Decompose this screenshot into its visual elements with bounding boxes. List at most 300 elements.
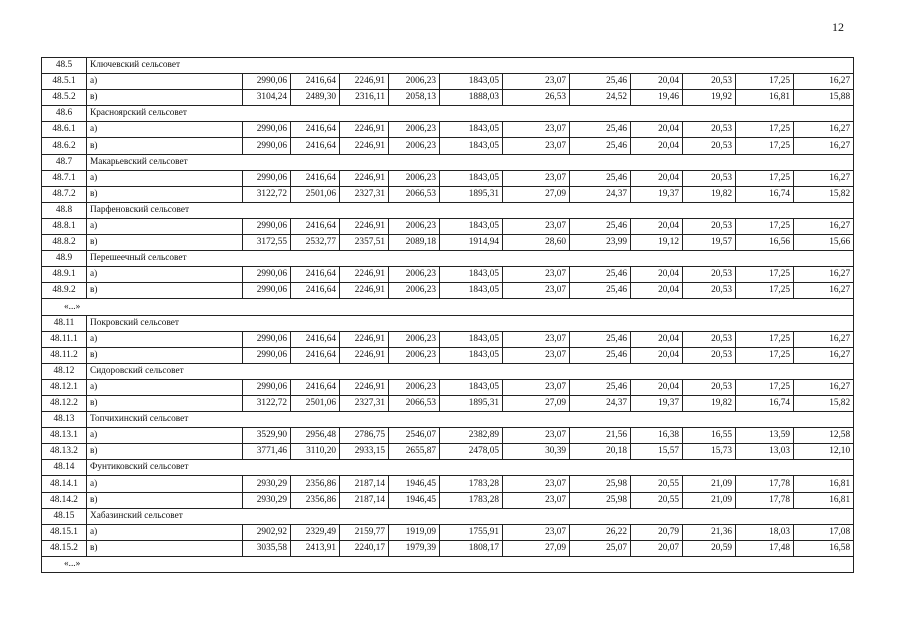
section-number: 48.8 [42,202,87,218]
value-cell: 17,78 [736,476,794,492]
value-cell: 17,78 [736,492,794,508]
value-cell: 16,81 [794,476,854,492]
table-row [42,379,854,395]
value-cell: 2357,51 [340,235,389,251]
table-row [42,235,854,251]
row-label: а) [87,122,243,138]
table-row [42,218,854,234]
value-cell: 1783,28 [440,492,503,508]
value-cell: 1895,31 [440,395,503,411]
value-cell: 25,07 [570,540,631,556]
value-cell: 20,04 [631,331,683,347]
section-number: 48.14 [42,460,87,476]
section-row [42,508,854,524]
value-cell: 2316,11 [340,90,389,106]
table-body [42,58,854,573]
value-cell: 2246,91 [340,283,389,299]
value-cell: 16,74 [736,186,794,202]
value-cell: 2246,91 [340,379,389,395]
value-cell: 3172,55 [243,235,291,251]
value-cell: 20,59 [683,540,736,556]
tariff-table [41,57,854,573]
row-label: а) [87,476,243,492]
value-cell: 23,07 [503,218,570,234]
table-row [42,74,854,90]
value-cell: 2501,06 [291,186,340,202]
value-cell: 16,27 [794,138,854,154]
table-row [42,138,854,154]
value-cell: 20,53 [683,347,736,363]
value-cell: 2532,77 [291,235,340,251]
table-row [42,524,854,540]
value-cell: 23,07 [503,283,570,299]
value-cell: 24,52 [570,90,631,106]
value-cell: 3122,72 [243,186,291,202]
value-cell: 1843,05 [440,170,503,186]
row-number: 48.12.2 [42,395,87,411]
value-cell: 26,22 [570,524,631,540]
value-cell: 20,04 [631,379,683,395]
value-cell: 27,09 [503,540,570,556]
value-cell: 16,27 [794,170,854,186]
value-cell: 17,25 [736,331,794,347]
section-row [42,202,854,218]
row-number: 48.5.1 [42,74,87,90]
row-number: 48.9.1 [42,267,87,283]
value-cell: 1843,05 [440,122,503,138]
row-label: а) [87,524,243,540]
row-label: в) [87,138,243,154]
value-cell: 19,12 [631,235,683,251]
section-number: 48.6 [42,106,87,122]
value-cell: 2416,64 [291,74,340,90]
value-cell: 16,56 [736,235,794,251]
row-number: 48.14.1 [42,476,87,492]
row-number: 48.9.2 [42,283,87,299]
value-cell: 19,37 [631,186,683,202]
value-cell: 2416,64 [291,138,340,154]
section-row [42,315,854,331]
value-cell: 20,53 [683,218,736,234]
omission-marker: «...» [42,299,854,315]
section-row [42,412,854,428]
value-cell: 2006,23 [389,170,440,186]
value-cell: 12,10 [794,444,854,460]
row-number: 48.6.1 [42,122,87,138]
value-cell: 1843,05 [440,267,503,283]
value-cell: 2006,23 [389,122,440,138]
section-name: Красноярский сельсовет [87,106,854,122]
value-cell: 20,07 [631,540,683,556]
row-label: а) [87,170,243,186]
value-cell: 2956,48 [291,428,340,444]
value-cell: 16,81 [794,492,854,508]
value-cell: 2416,64 [291,122,340,138]
value-cell: 2489,30 [291,90,340,106]
row-number: 48.6.2 [42,138,87,154]
value-cell: 1946,45 [389,492,440,508]
value-cell: 16,55 [683,428,736,444]
row-label: в) [87,186,243,202]
value-cell: 25,98 [570,492,631,508]
value-cell: 2990,06 [243,379,291,395]
value-cell: 20,04 [631,347,683,363]
table-row [42,90,854,106]
section-name: Фунтиковский сельсовет [87,460,854,476]
value-cell: 23,07 [503,428,570,444]
value-cell: 2006,23 [389,331,440,347]
value-cell: 2933,15 [340,444,389,460]
row-number: 48.12.1 [42,379,87,395]
value-cell: 3122,72 [243,395,291,411]
section-number: 48.5 [42,58,87,74]
value-cell: 23,07 [503,74,570,90]
value-cell: 2066,53 [389,186,440,202]
section-name: Покровский сельсовет [87,315,854,331]
value-cell: 2655,87 [389,444,440,460]
section-number: 48.15 [42,508,87,524]
value-cell: 23,07 [503,347,570,363]
value-cell: 15,82 [794,395,854,411]
value-cell: 2246,91 [340,267,389,283]
row-label: в) [87,492,243,508]
value-cell: 19,82 [683,186,736,202]
section-number: 48.13 [42,412,87,428]
value-cell: 2990,06 [243,267,291,283]
value-cell: 2416,64 [291,267,340,283]
value-cell: 25,46 [570,379,631,395]
table-row [42,492,854,508]
value-cell: 25,46 [570,283,631,299]
value-cell: 2327,31 [340,395,389,411]
value-cell: 2058,13 [389,90,440,106]
value-cell: 2240,17 [340,540,389,556]
value-cell: 2930,29 [243,476,291,492]
value-cell: 2902,92 [243,524,291,540]
section-name: Хабазинский сельсовет [87,508,854,524]
value-cell: 20,53 [683,331,736,347]
value-cell: 2246,91 [340,74,389,90]
value-cell: 17,25 [736,347,794,363]
value-cell: 28,60 [503,235,570,251]
row-number: 48.8.2 [42,235,87,251]
value-cell: 1843,05 [440,347,503,363]
value-cell: 2416,64 [291,331,340,347]
value-cell: 25,46 [570,138,631,154]
row-number: 48.11.2 [42,347,87,363]
value-cell: 1783,28 [440,476,503,492]
value-cell: 2356,86 [291,476,340,492]
value-cell: 16,27 [794,347,854,363]
value-cell: 23,07 [503,138,570,154]
value-cell: 24,37 [570,186,631,202]
section-row [42,154,854,170]
value-cell: 20,04 [631,218,683,234]
value-cell: 2066,53 [389,395,440,411]
row-label: а) [87,267,243,283]
value-cell: 20,53 [683,379,736,395]
value-cell: 16,27 [794,331,854,347]
value-cell: 12,58 [794,428,854,444]
value-cell: 2246,91 [340,122,389,138]
value-cell: 2990,06 [243,218,291,234]
value-cell: 17,25 [736,267,794,283]
value-cell: 2327,31 [340,186,389,202]
value-cell: 3771,46 [243,444,291,460]
value-cell: 24,37 [570,395,631,411]
value-cell: 25,46 [570,347,631,363]
value-cell: 19,82 [683,395,736,411]
value-cell: 20,53 [683,74,736,90]
value-cell: 2246,91 [340,170,389,186]
value-cell: 2501,06 [291,395,340,411]
value-cell: 17,25 [736,283,794,299]
value-cell: 16,27 [794,218,854,234]
value-cell: 20,53 [683,138,736,154]
row-number: 48.7.2 [42,186,87,202]
value-cell: 2990,06 [243,347,291,363]
row-label: а) [87,428,243,444]
value-cell: 2006,23 [389,138,440,154]
value-cell: 1946,45 [389,476,440,492]
value-cell: 20,04 [631,138,683,154]
value-cell: 21,56 [570,428,631,444]
row-number: 48.8.1 [42,218,87,234]
value-cell: 1919,09 [389,524,440,540]
omission-row [42,556,854,572]
section-name: Парфеновский сельсовет [87,202,854,218]
table-row [42,347,854,363]
value-cell: 23,07 [503,122,570,138]
value-cell: 2478,05 [440,444,503,460]
section-row [42,460,854,476]
value-cell: 27,09 [503,186,570,202]
value-cell: 3110,20 [291,444,340,460]
value-cell: 15,66 [794,235,854,251]
value-cell: 17,25 [736,170,794,186]
value-cell: 2187,14 [340,492,389,508]
section-name: Топчихинский сельсовет [87,412,854,428]
value-cell: 2930,29 [243,492,291,508]
value-cell: 21,09 [683,492,736,508]
value-cell: 1914,94 [440,235,503,251]
value-cell: 1895,31 [440,186,503,202]
value-cell: 23,07 [503,331,570,347]
value-cell: 1843,05 [440,331,503,347]
table-row [42,444,854,460]
value-cell: 2990,06 [243,283,291,299]
page-number: 12 [832,20,844,34]
table-row [42,395,854,411]
table-row [42,428,854,444]
value-cell: 2089,18 [389,235,440,251]
value-cell: 1808,17 [440,540,503,556]
value-cell: 2329,49 [291,524,340,540]
value-cell: 16,27 [794,379,854,395]
value-cell: 17,25 [736,138,794,154]
value-cell: 20,79 [631,524,683,540]
value-cell: 23,07 [503,267,570,283]
value-cell: 25,98 [570,476,631,492]
value-cell: 2159,77 [340,524,389,540]
value-cell: 2246,91 [340,331,389,347]
value-cell: 17,25 [736,218,794,234]
table-row [42,170,854,186]
value-cell: 1843,05 [440,283,503,299]
value-cell: 1843,05 [440,74,503,90]
value-cell: 19,57 [683,235,736,251]
row-number: 48.13.1 [42,428,87,444]
value-cell: 2187,14 [340,476,389,492]
value-cell: 17,25 [736,74,794,90]
section-name: Сидоровский сельсовет [87,363,854,379]
value-cell: 23,99 [570,235,631,251]
value-cell: 23,07 [503,492,570,508]
value-cell: 2413,91 [291,540,340,556]
section-row [42,58,854,74]
row-label: в) [87,235,243,251]
row-label: а) [87,331,243,347]
value-cell: 15,73 [683,444,736,460]
value-cell: 27,09 [503,395,570,411]
value-cell: 20,53 [683,122,736,138]
section-number: 48.11 [42,315,87,331]
value-cell: 21,09 [683,476,736,492]
value-cell: 1755,91 [440,524,503,540]
value-cell: 2006,23 [389,347,440,363]
value-cell: 2990,06 [243,74,291,90]
section-number: 48.9 [42,251,87,267]
table-row [42,540,854,556]
value-cell: 2246,91 [340,347,389,363]
value-cell: 17,08 [794,524,854,540]
value-cell: 25,46 [570,122,631,138]
value-cell: 16,27 [794,122,854,138]
value-cell: 20,04 [631,122,683,138]
row-label: в) [87,90,243,106]
section-row [42,363,854,379]
value-cell: 2416,64 [291,283,340,299]
section-row [42,251,854,267]
value-cell: 15,57 [631,444,683,460]
value-cell: 3529,90 [243,428,291,444]
value-cell: 2990,06 [243,122,291,138]
value-cell: 21,36 [683,524,736,540]
section-number: 48.7 [42,154,87,170]
section-name: Перешеечный сельсовет [87,251,854,267]
value-cell: 23,07 [503,476,570,492]
row-label: в) [87,540,243,556]
value-cell: 20,18 [570,444,631,460]
value-cell: 18,03 [736,524,794,540]
row-number: 48.15.1 [42,524,87,540]
omission-marker: «...» [42,556,854,572]
value-cell: 19,92 [683,90,736,106]
table-row [42,186,854,202]
value-cell: 2246,91 [340,138,389,154]
value-cell: 20,04 [631,74,683,90]
value-cell: 16,27 [794,267,854,283]
value-cell: 16,27 [794,74,854,90]
table-row [42,122,854,138]
value-cell: 16,81 [736,90,794,106]
value-cell: 20,53 [683,267,736,283]
value-cell: 17,48 [736,540,794,556]
value-cell: 3035,58 [243,540,291,556]
value-cell: 20,04 [631,267,683,283]
row-label: в) [87,444,243,460]
value-cell: 13,59 [736,428,794,444]
value-cell: 2006,23 [389,267,440,283]
value-cell: 2990,06 [243,138,291,154]
row-label: а) [87,379,243,395]
value-cell: 16,58 [794,540,854,556]
section-name: Ключевский сельсовет [87,58,854,74]
value-cell: 1843,05 [440,218,503,234]
value-cell: 23,07 [503,524,570,540]
value-cell: 19,46 [631,90,683,106]
value-cell: 15,88 [794,90,854,106]
value-cell: 3104,24 [243,90,291,106]
value-cell: 17,25 [736,379,794,395]
row-number: 48.15.2 [42,540,87,556]
value-cell: 1843,05 [440,379,503,395]
value-cell: 16,27 [794,283,854,299]
value-cell: 23,07 [503,379,570,395]
table-row [42,283,854,299]
row-label: в) [87,347,243,363]
table-row [42,267,854,283]
value-cell: 2006,23 [389,379,440,395]
value-cell: 13,03 [736,444,794,460]
section-number: 48.12 [42,363,87,379]
value-cell: 25,46 [570,170,631,186]
value-cell: 2246,91 [340,218,389,234]
value-cell: 2416,64 [291,347,340,363]
row-number: 48.13.2 [42,444,87,460]
value-cell: 26,53 [503,90,570,106]
row-label: а) [87,74,243,90]
row-number: 48.14.2 [42,492,87,508]
value-cell: 20,53 [683,170,736,186]
section-row [42,106,854,122]
value-cell: 16,38 [631,428,683,444]
value-cell: 2006,23 [389,74,440,90]
value-cell: 20,04 [631,283,683,299]
value-cell: 25,46 [570,331,631,347]
value-cell: 2990,06 [243,331,291,347]
value-cell: 19,37 [631,395,683,411]
value-cell: 20,53 [683,283,736,299]
omission-row [42,299,854,315]
value-cell: 2006,23 [389,283,440,299]
value-cell: 2416,64 [291,379,340,395]
value-cell: 1979,39 [389,540,440,556]
value-cell: 23,07 [503,170,570,186]
row-number: 48.11.1 [42,331,87,347]
value-cell: 2786,75 [340,428,389,444]
value-cell: 20,55 [631,492,683,508]
value-cell: 20,55 [631,476,683,492]
row-label: а) [87,218,243,234]
value-cell: 2546,07 [389,428,440,444]
value-cell: 16,74 [736,395,794,411]
value-cell: 15,82 [794,186,854,202]
value-cell: 1888,03 [440,90,503,106]
value-cell: 2990,06 [243,170,291,186]
section-name: Макарьевский сельсовет [87,154,854,170]
table-row [42,476,854,492]
